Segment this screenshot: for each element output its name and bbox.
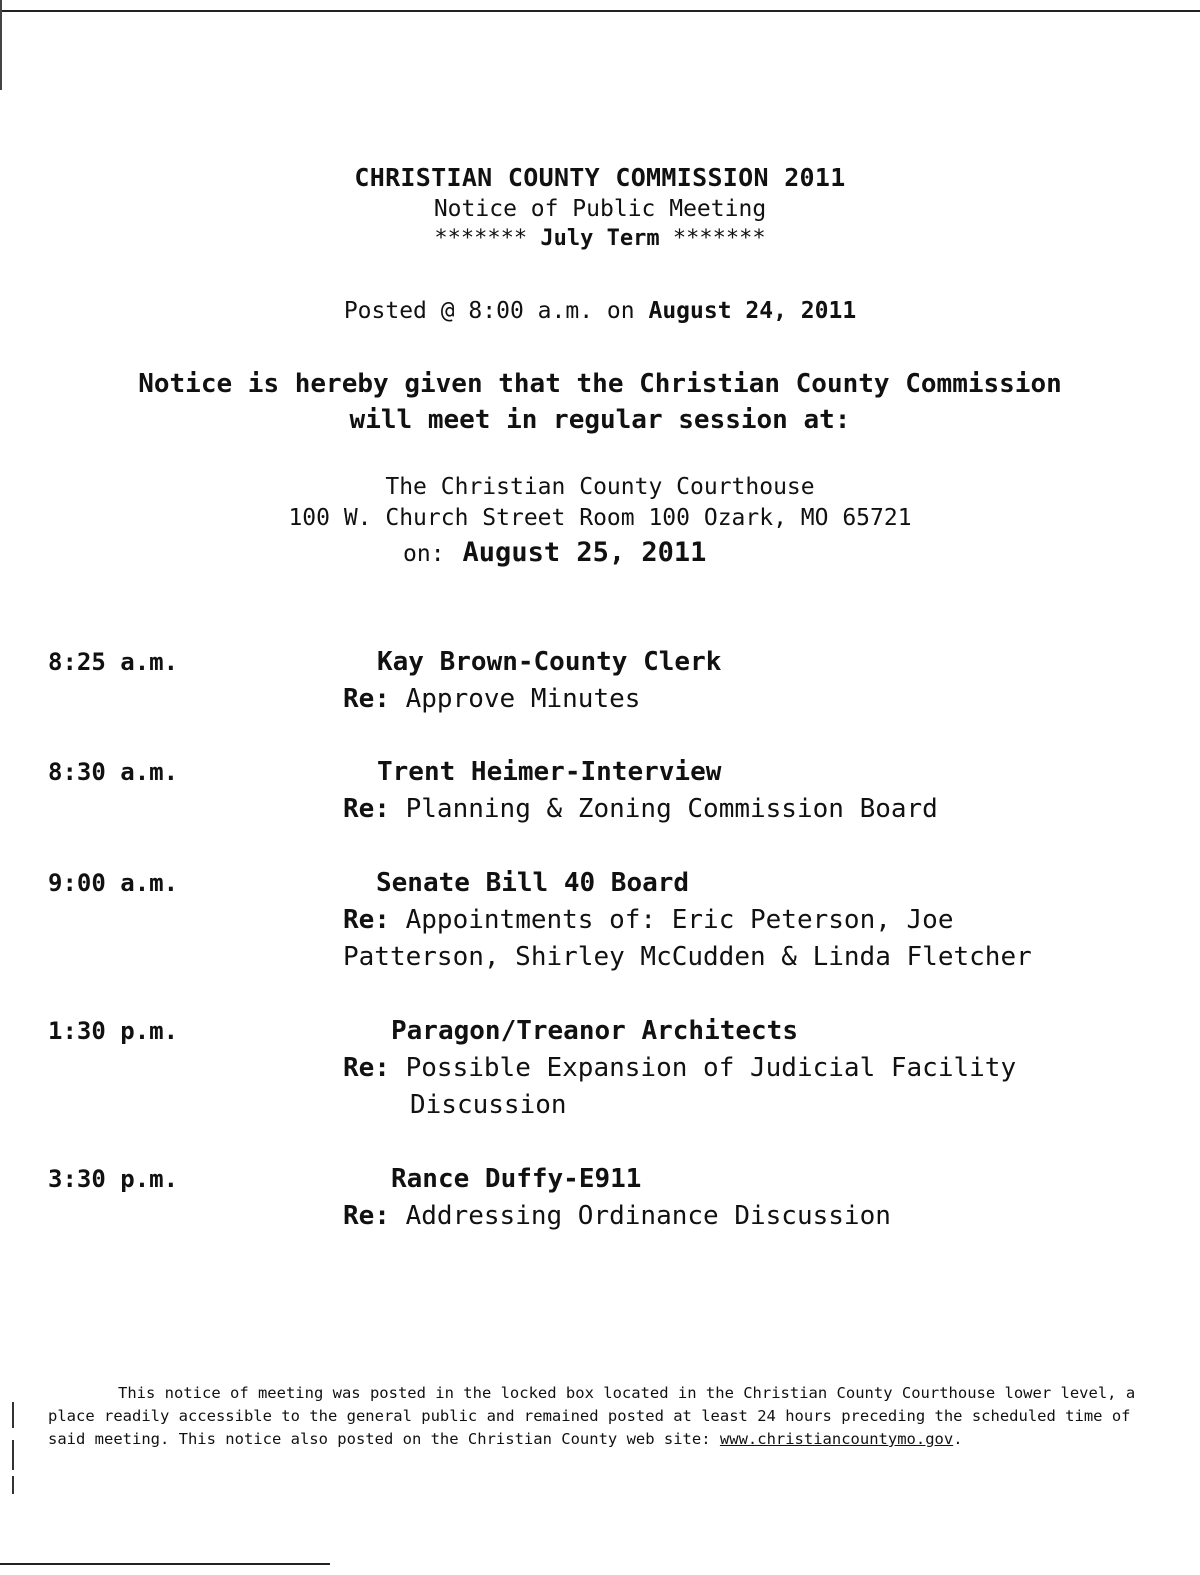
term-stars-right: *******	[672, 226, 766, 251]
agenda-re	[343, 1198, 1103, 1235]
agenda-re-label: Re:	[343, 1201, 390, 1231]
agenda-re-label: Re:	[343, 1053, 390, 1083]
notice-statement	[0, 366, 1200, 438]
agenda-time: 8:25 a.m.	[48, 648, 179, 676]
agenda-re-text: Addressing Ordinance Discussion	[405, 1201, 891, 1231]
agenda-re-text: Approve Minutes	[405, 684, 641, 714]
scan-mark	[12, 1440, 14, 1470]
agenda-re-line	[343, 681, 1103, 718]
term-stars-left: *******	[434, 226, 528, 251]
footer-end: .	[953, 1430, 963, 1448]
agenda-presenter: Senate Bill 40 Board	[376, 868, 690, 898]
agenda-re	[343, 1050, 1103, 1124]
location-address: 100 W. Church Street Room 100 Ozark, MO 65721	[288, 505, 912, 531]
agenda-presenter: Rance Duffy-E911	[391, 1164, 642, 1194]
footer-text: This notice of meeting was posted in the locked box located in the Christian County Courthouse lower level, a place readily accessible to the general public and remained posted at least 24 hours preceding the scheduled time of said meeting. This notice also posted on the Christian County web site:	[48, 1384, 1136, 1448]
posted-line	[0, 295, 1200, 327]
location-building: The Christian County Courthouse	[385, 474, 815, 500]
agenda-re-line	[343, 902, 1103, 939]
meeting-location	[0, 472, 1200, 534]
agenda-time: 3:30 p.m.	[48, 1165, 179, 1193]
agenda-re-text: Planning & Zoning Commission Board	[405, 794, 938, 824]
page-top-rule	[0, 10, 1200, 12]
posted-prefix: Posted @ 8:00 a.m. on	[343, 298, 635, 324]
notice-line-1: Notice is hereby given that the Christian County Commission	[138, 369, 1062, 399]
agenda-time: 9:00 a.m.	[48, 869, 179, 897]
agenda-re-label: Re:	[343, 905, 390, 935]
agenda-re-line	[343, 1198, 1103, 1235]
agenda-time: 1:30 p.m.	[48, 1017, 179, 1045]
scan-mark	[12, 1476, 14, 1494]
agenda-re	[343, 681, 1103, 718]
meeting-date-label: on:	[403, 541, 445, 567]
agenda-presenter: Paragon/Treanor Architects	[391, 1016, 798, 1046]
agenda-time: 8:30 a.m.	[48, 758, 179, 786]
agenda-re-text: Possible Expansion of Judicial Facility	[405, 1053, 1017, 1083]
website-link[interactable]: www.christiancountymo.gov	[719, 1430, 954, 1448]
page-bottom-rule	[0, 1563, 330, 1565]
meeting-date-value: August 25, 2011	[462, 537, 707, 568]
agenda-re-text: Appointments of: Eric Peterson, Joe	[405, 905, 954, 935]
agenda-re-line: Discussion	[410, 1090, 567, 1120]
term-label: July Term	[540, 226, 660, 251]
agenda-re-line: Patterson, Shirley McCudden & Linda Fletcher	[343, 942, 1032, 972]
agenda-re-line	[343, 1050, 1103, 1087]
agenda-re-label: Re:	[343, 684, 390, 714]
term-line	[0, 224, 1200, 254]
document-header	[0, 162, 1200, 254]
posting-footer	[48, 1382, 1148, 1451]
posted-date: August 24, 2011	[648, 298, 857, 324]
agenda-re-line	[343, 791, 1103, 828]
notice-line-2: will meet in regular session at:	[349, 405, 851, 435]
agenda-presenter: Trent Heimer-Interview	[377, 757, 722, 787]
page-left-rule	[0, 0, 2, 90]
agenda-re-label: Re:	[343, 794, 390, 824]
agenda-presenter: Kay Brown-County Clerk	[377, 647, 722, 677]
agenda-re	[343, 902, 1103, 976]
meeting-date	[403, 536, 706, 571]
footer-paragraph	[48, 1382, 1148, 1451]
document-subtitle: Notice of Public Meeting	[433, 196, 767, 222]
scan-mark	[12, 1402, 14, 1428]
document-title: CHRISTIAN COUNTY COMMISSION 2011	[354, 163, 846, 192]
agenda-re	[343, 791, 1103, 828]
